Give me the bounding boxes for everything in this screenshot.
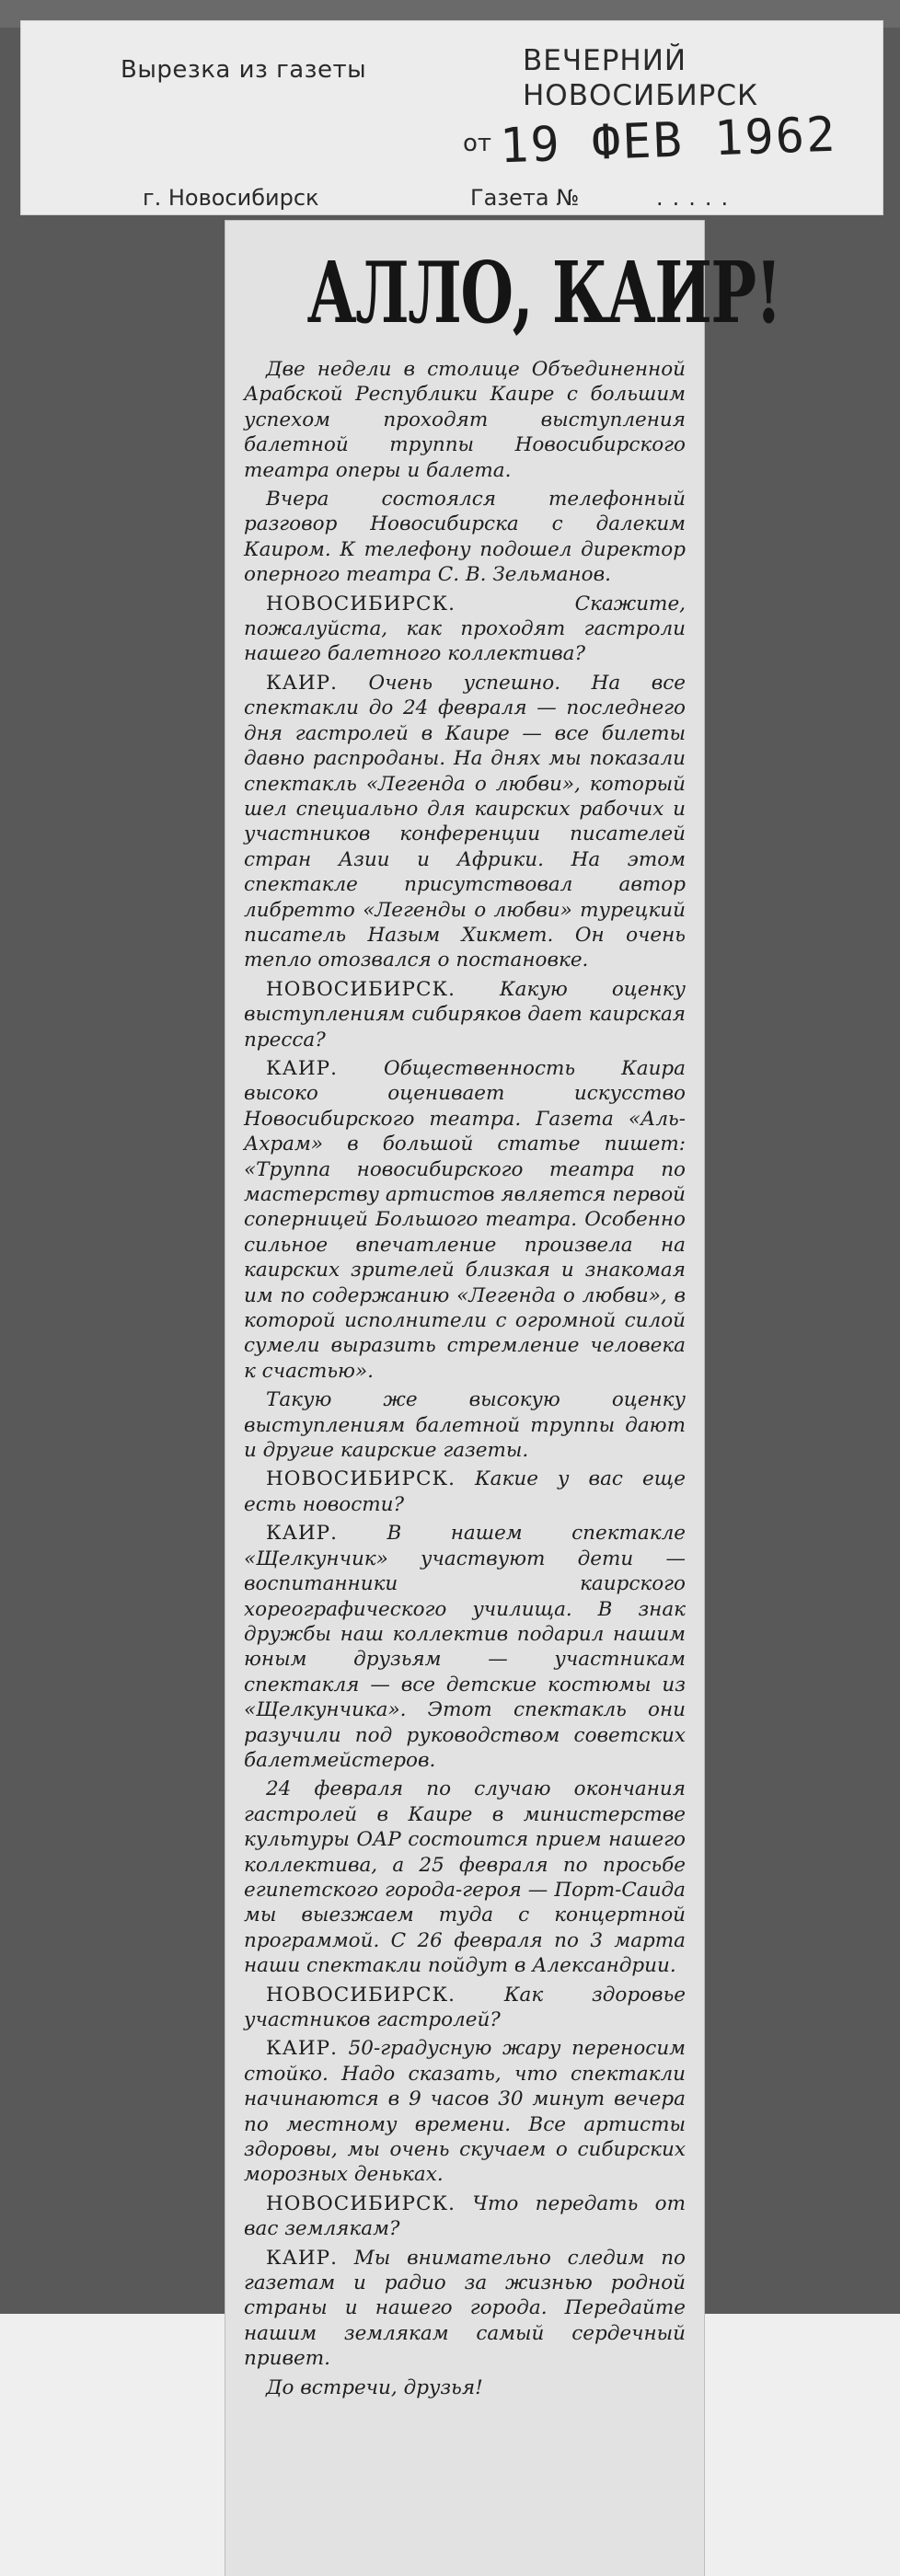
article-paragraph: [244, 977, 686, 1052]
article-paragraph: [244, 1521, 686, 1773]
article-headline: АЛЛО, КАИР!: [306, 243, 781, 342]
paragraph-text: Две недели в столице Объединенной Арабской Республики Каире с большим успехом проходят выступления балетной труппы Новосибирского театра оперы и балета.: [244, 358, 686, 482]
stamped-date: 19 ФЕВ 1962: [499, 107, 838, 175]
speaker-label: КАИР.: [266, 671, 338, 695]
article-paragraph: [244, 2036, 686, 2187]
paragraph-text: Скажите, пожалуйста, как проходят гастроли нашего балетного коллектива?: [244, 592, 686, 666]
paragraph-text: Что передать от вас землякам?: [244, 2191, 686, 2241]
gazeta-number-dots: .....: [656, 185, 738, 211]
paragraph-text: До встречи, друзья!: [266, 2375, 483, 2399]
article-paragraph: [244, 592, 686, 667]
gazeta-number-label: Газета №: [470, 185, 580, 211]
speaker-label: КАИР.: [266, 2246, 338, 2270]
article-paragraph: [244, 2375, 686, 2400]
article-paragraph: [244, 2191, 686, 2242]
newspaper-name-line1: ВЕЧЕРНИЙ: [523, 44, 687, 77]
paragraph-text: 24 февраля по случаю окончания гастролей в Каире в министерстве культуры ОАР состоится прием нашего коллектива, а 25 февраля по просьбе египетского города-героя — Порт-Саида мы выезжаем туда с концертной программой. С 26 февраля по 3 марта наши спектакли пойдут в Александрии.: [244, 1777, 686, 1978]
speaker-label: НОВОСИБИРСК.: [266, 2191, 456, 2215]
paragraph-text: Как здоровье участников гастролей?: [244, 1983, 686, 2031]
newspaper-name-line2: НОВОСИБИРСК: [523, 79, 759, 112]
paragraph-text: Такую же высокую оценку выступлениям балетной труппы дают и другие каирские газеты.: [244, 1388, 686, 1463]
speaker-label: КАИР.: [266, 2037, 338, 2061]
clipping-label-card: [20, 20, 883, 215]
newspaper-clipping: [225, 221, 781, 2576]
article-paragraph: [244, 1387, 686, 1463]
article-paragraph: [244, 357, 686, 483]
paragraph-text: В нашем спектакле «Щелкунчик» участвуют дети — воспитанники каирского хореографического училища. В знак дружбы наш коллектив подарил нашим юным друзьям — участникам спектакля — все детские костюмы из «Щелкунчика». Этот спектакль они разучили под руководством советских балетмейстеров.: [244, 1522, 686, 1772]
article-paragraph: [244, 487, 686, 588]
article-paragraph: [244, 671, 686, 973]
speaker-label: НОВОСИБИРСК.: [266, 1983, 456, 2007]
article-paragraph: [244, 1056, 686, 1384]
article-paragraph: [244, 1777, 686, 1978]
speaker-label: КАИР.: [266, 1522, 338, 1546]
paragraph-text: Какую оценку выступлениям сибиряков дает каирская пресса?: [244, 977, 686, 1052]
article-paragraph: [244, 1983, 686, 2033]
paragraph-text: 50-градусную жару переносим стойко. Надо сказать, что спектакли начинаются в 9 часов 30 минут вечера по местному времени. Все артисты здоровы, мы очень скучаем о сибирских морозных деньках.: [244, 2037, 686, 2187]
article-paragraph: [244, 1466, 686, 1517]
paragraph-text: Вчера состоялся телефонный разговор Новосибирска с далеким Каиром. К телефону подошел директор оперного театра С. В. Зельманов.: [244, 488, 686, 587]
speaker-label: НОВОСИБИРСК.: [266, 1467, 456, 1491]
date-prefix: от: [463, 130, 492, 157]
paragraph-text: Общественность Каира высоко оценивает искусство Новосибирского театра. Газета «Аль-Ахрам» в большой статье пишет: «Труппа новосибирского театра по мастерству артистов является первой соперницей Большого театра. Особенно сильное впечатление произвела на каирских зрителей близкая и знакомая им по содержанию «Легенда о любви», в которой исполнители с огромной силой сумели выразить стремление человека к счастью».: [244, 1056, 686, 1383]
speaker-label: КАИР.: [266, 1056, 338, 1080]
article-body: [244, 357, 686, 2404]
paragraph-text: Какие у вас еще есть новости?: [244, 1467, 686, 1516]
city-label: г. Новосибирск: [143, 185, 319, 211]
paragraph-text: Очень успешно. На все спектакли до 24 февраля — последнего дня гастролей в Каире — все билеты давно распроданы. На днях мы показали спектакль «Легенда о любви», который шел специально для каирских рабочих и участников конференции писателей стран Азии и Африки. На этом спектакле присутствовал автор либретто «Легенды о любви» турецкий писатель Назым Хикмет. Он очень тепло отозвался о постановке.: [244, 671, 686, 972]
speaker-label: НОВОСИБИРСК.: [266, 592, 456, 615]
paragraph-text: Мы внимательно следим по газетам и радио за жизнью родной страны и нашего города. Передайте нашим землякам самый сердечный привет.: [244, 2246, 686, 2371]
article-paragraph: [244, 2246, 686, 2372]
newspaper-name: [523, 43, 758, 113]
clipping-from-label: Вырезка из газеты: [121, 56, 367, 84]
speaker-label: НОВОСИБИРСК.: [266, 977, 456, 1001]
